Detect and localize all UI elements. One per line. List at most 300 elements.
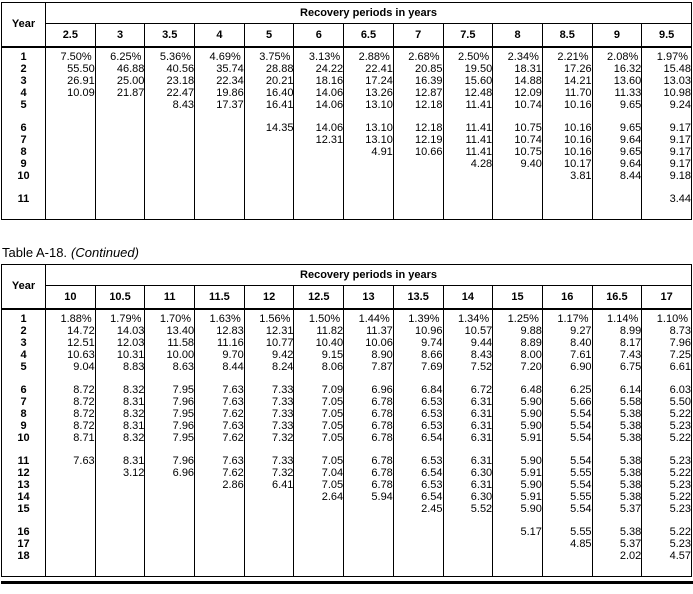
value-cell (195, 503, 245, 515)
value-cell (46, 491, 96, 503)
value-cell: 9.15 (294, 349, 344, 361)
value-cell: 7.61 (542, 349, 592, 361)
year-cell: 5 (20, 98, 27, 111)
value-cell: 9.40 (493, 158, 543, 170)
value-cell: 9.65 (592, 122, 642, 134)
year-cell: 14 (17, 490, 30, 503)
year-cell: 16 (17, 525, 30, 538)
table-row (2, 479, 692, 491)
value-cell (344, 526, 394, 538)
value-cell: 3.44 (642, 193, 692, 205)
table-header (2, 265, 692, 309)
spacer-cell (493, 562, 543, 577)
value-cell: 5.23 (642, 479, 692, 491)
spacer-row (2, 444, 692, 455)
value-cell: 10.63 (46, 349, 96, 361)
spacer-cell (145, 515, 195, 526)
value-cell (244, 193, 294, 205)
year-cell: 15 (17, 502, 30, 515)
value-cell (46, 538, 96, 550)
value-cell: 5.55 (542, 491, 592, 503)
period-column-header: 8.5 (542, 24, 592, 47)
value-cell: 6.96 (145, 467, 195, 479)
spacer-cell (344, 111, 394, 122)
value-cell: 16.39 (393, 75, 443, 87)
value-cell: 15.60 (443, 75, 493, 87)
year-cell: 10 (17, 169, 30, 182)
spacer-cell (244, 205, 294, 220)
value-cell: 5.37 (592, 503, 642, 515)
value-cell: 2.88% (344, 51, 394, 63)
value-cell: 6.25% (95, 51, 145, 63)
spacer-cell (642, 562, 692, 577)
value-cell (195, 193, 245, 205)
period-column-header: 9 (592, 24, 642, 47)
spacer-row (2, 373, 692, 384)
value-cell: 1.34% (443, 313, 493, 325)
value-cell: 5.38 (592, 491, 642, 503)
value-cell: 9.24 (642, 99, 692, 111)
spacer-cell (344, 205, 394, 220)
table-row (2, 396, 692, 408)
table-title-prefix: Table A-18. (2, 245, 68, 260)
value-cell: 2.64 (294, 491, 344, 503)
period-column-header: 11.5 (195, 286, 245, 309)
value-cell: 3.13% (294, 51, 344, 63)
value-cell: 7.52 (443, 361, 493, 373)
table-row (2, 467, 692, 479)
value-cell: 12.31 (244, 325, 294, 337)
spacer-cell (443, 562, 493, 577)
value-cell: 7.05 (294, 408, 344, 420)
value-cell: 40.56 (145, 63, 195, 75)
spacer-cell (592, 562, 642, 577)
value-cell: 10.09 (46, 87, 96, 99)
spacer-cell (95, 562, 145, 577)
value-cell: 7.69 (393, 361, 443, 373)
spacer-cell (244, 562, 294, 577)
value-cell: 7.62 (195, 467, 245, 479)
value-cell: 5.66 (542, 396, 592, 408)
value-cell: 12.87 (393, 87, 443, 99)
spacer-cell (2, 205, 46, 220)
spacer-cell (443, 373, 493, 384)
period-column-header: 12.5 (294, 286, 344, 309)
value-cell: 8.72 (46, 384, 96, 396)
value-cell: 6.53 (393, 455, 443, 467)
value-cell: 20.85 (393, 63, 443, 75)
value-cell: 7.87 (344, 361, 394, 373)
spacer-cell (46, 515, 96, 526)
spacer-cell (493, 515, 543, 526)
table-row (2, 325, 692, 337)
value-cell: 4.28 (443, 158, 493, 170)
value-cell: 12.18 (393, 99, 443, 111)
period-column-header: 3.5 (145, 24, 195, 47)
value-cell (393, 170, 443, 182)
spacer-cell (46, 373, 96, 384)
year-cell: 13 (17, 478, 30, 491)
value-cell: 9.74 (393, 337, 443, 349)
spacer-cell (443, 182, 493, 193)
value-cell (493, 170, 543, 182)
year-cell: 3 (20, 74, 27, 87)
value-cell: 1.25% (493, 313, 543, 325)
value-cell: 1.97% (642, 51, 692, 63)
spacer-row (2, 111, 692, 122)
spacer-cell (46, 562, 96, 577)
value-cell (46, 122, 96, 134)
spacer-cell (493, 373, 543, 384)
spacer-cell (46, 205, 96, 220)
value-cell: 6.78 (344, 396, 394, 408)
value-cell: 12.09 (493, 87, 543, 99)
value-cell: 6.30 (443, 467, 493, 479)
value-cell: 11.41 (443, 122, 493, 134)
value-cell (344, 170, 394, 182)
value-cell: 10.16 (542, 122, 592, 134)
table-row (2, 384, 692, 396)
value-cell: 6.54 (393, 491, 443, 503)
spacer-cell (145, 444, 195, 455)
value-cell: 9.17 (642, 134, 692, 146)
value-cell (95, 479, 145, 491)
spacer-cell (393, 182, 443, 193)
value-cell: 17.37 (195, 99, 245, 111)
period-column-header: 17 (642, 286, 692, 309)
value-cell (244, 538, 294, 550)
value-cell: 9.27 (542, 325, 592, 337)
value-cell (244, 158, 294, 170)
period-column-header: 11 (145, 286, 195, 309)
value-cell (195, 134, 245, 146)
value-cell: 23.18 (145, 75, 195, 87)
year-cell: 1 (20, 312, 27, 325)
value-cell (46, 467, 96, 479)
period-column-header: 8 (493, 24, 543, 47)
value-cell: 6.78 (344, 455, 394, 467)
value-cell (145, 158, 195, 170)
value-cell: 9.17 (642, 146, 692, 158)
value-cell: 1.63% (195, 313, 245, 325)
spacer-cell (2, 444, 46, 455)
value-cell: 6.72 (443, 384, 493, 396)
value-cell: 8.32 (95, 408, 145, 420)
value-cell (95, 538, 145, 550)
value-cell (145, 122, 195, 134)
spacer-cell (95, 515, 145, 526)
table-body (2, 309, 692, 577)
value-cell (46, 170, 96, 182)
value-cell: 11.37 (344, 325, 394, 337)
value-cell: 13.03 (642, 75, 692, 87)
value-cell: 10.31 (95, 349, 145, 361)
value-cell: 55.50 (46, 63, 96, 75)
value-cell: 10.16 (542, 134, 592, 146)
year-cell: 17 (17, 537, 30, 550)
table-row (2, 337, 692, 349)
value-cell: 10.75 (493, 122, 543, 134)
value-cell: 6.78 (344, 408, 394, 420)
value-cell: 35.74 (195, 63, 245, 75)
value-cell: 5.54 (542, 479, 592, 491)
value-cell: 8.17 (592, 337, 642, 349)
value-cell: 14.21 (542, 75, 592, 87)
spacer-cell (95, 182, 145, 193)
value-cell: 5.22 (642, 408, 692, 420)
value-cell: 5.17 (493, 526, 543, 538)
value-cell: 10.98 (642, 87, 692, 99)
value-cell: 2.50% (443, 51, 493, 63)
value-cell: 5.36% (145, 51, 195, 63)
spacer-cell (294, 205, 344, 220)
value-cell: 6.54 (393, 432, 443, 444)
value-cell: 1.88% (46, 313, 96, 325)
spacer-cell (592, 205, 642, 220)
value-cell (95, 122, 145, 134)
value-cell: 20.21 (244, 75, 294, 87)
recovery-periods-header: Recovery periods in years (46, 265, 692, 286)
spacer-cell (443, 444, 493, 455)
value-cell (542, 550, 592, 562)
value-cell: 6.30 (443, 491, 493, 503)
value-cell (46, 503, 96, 515)
spacer-row (2, 182, 692, 193)
year-cell: 4 (20, 86, 27, 99)
period-column-header: 13 (344, 286, 394, 309)
value-cell: 8.31 (95, 396, 145, 408)
value-cell: 18.16 (294, 75, 344, 87)
value-cell (542, 193, 592, 205)
year-cell: 7 (20, 133, 27, 146)
spacer-cell (2, 373, 46, 384)
value-cell (195, 158, 245, 170)
spacer-cell (294, 111, 344, 122)
spacer-cell (195, 444, 245, 455)
value-cell (46, 526, 96, 538)
value-cell: 7.63 (195, 396, 245, 408)
value-cell: 9.70 (195, 349, 245, 361)
year-cell: 12 (17, 466, 30, 479)
value-cell: 8.99 (592, 325, 642, 337)
value-cell: 9.88 (493, 325, 543, 337)
value-cell: 5.54 (542, 408, 592, 420)
spacer-cell (443, 515, 493, 526)
value-cell: 6.14 (592, 384, 642, 396)
value-cell: 6.53 (393, 396, 443, 408)
value-cell: 6.78 (344, 467, 394, 479)
value-cell: 5.55 (542, 467, 592, 479)
spacer-cell (244, 111, 294, 122)
value-cell: 5.23 (642, 420, 692, 432)
value-cell: 5.38 (592, 432, 642, 444)
value-cell: 8.31 (95, 420, 145, 432)
year-cell: 3 (20, 336, 27, 349)
value-cell: 5.50 (642, 396, 692, 408)
table-row (2, 170, 692, 182)
value-cell: 9.04 (46, 361, 96, 373)
value-cell: 9.44 (443, 337, 493, 349)
value-cell: 5.54 (542, 420, 592, 432)
value-cell: 5.90 (493, 479, 543, 491)
spacer-cell (145, 205, 195, 220)
value-cell: 5.58 (592, 396, 642, 408)
value-cell: 5.38 (592, 455, 642, 467)
value-cell: 11.16 (195, 337, 245, 349)
value-cell: 5.91 (493, 467, 543, 479)
value-cell (195, 122, 245, 134)
year-cell: 9 (20, 157, 27, 170)
table-row (2, 408, 692, 420)
value-cell: 22.34 (195, 75, 245, 87)
spacer-cell (642, 373, 692, 384)
value-cell: 9.65 (592, 99, 642, 111)
value-cell: 7.96 (642, 337, 692, 349)
value-cell: 5.22 (642, 467, 692, 479)
value-cell: 2.34% (493, 51, 543, 63)
value-cell: 46.88 (95, 63, 145, 75)
value-cell: 8.43 (145, 99, 195, 111)
value-cell: 6.31 (443, 455, 493, 467)
spacer-cell (294, 373, 344, 384)
period-column-header: 7 (393, 24, 443, 47)
spacer-cell (592, 111, 642, 122)
value-cell (294, 526, 344, 538)
value-cell (46, 99, 96, 111)
table-row (2, 526, 692, 538)
value-cell (95, 99, 145, 111)
period-column-header: 12 (244, 286, 294, 309)
header-row-group (2, 265, 692, 286)
value-cell (393, 550, 443, 562)
value-cell: 8.72 (46, 408, 96, 420)
year-column-header: Year (2, 265, 46, 309)
value-cell (195, 550, 245, 562)
spacer-cell (2, 111, 46, 122)
value-cell: 26.91 (46, 75, 96, 87)
spacer-cell (195, 111, 245, 122)
spacer-cell (393, 515, 443, 526)
value-cell: 6.78 (344, 420, 394, 432)
value-cell: 14.06 (294, 99, 344, 111)
value-cell (344, 550, 394, 562)
value-cell: 12.48 (443, 87, 493, 99)
value-cell: 7.05 (294, 479, 344, 491)
spacer-cell (493, 182, 543, 193)
table-title-continued-label: (Continued) (71, 245, 139, 260)
value-cell: 5.54 (542, 503, 592, 515)
table-row (2, 503, 692, 515)
spacer-cell (2, 562, 46, 577)
value-cell: 5.38 (592, 408, 642, 420)
table-row (2, 313, 692, 325)
value-cell: 5.90 (493, 420, 543, 432)
table-row (2, 51, 692, 63)
value-cell: 7.63 (46, 455, 96, 467)
spacer-cell (642, 111, 692, 122)
value-cell: 10.40 (294, 337, 344, 349)
value-cell: 5.55 (542, 526, 592, 538)
value-cell: 13.10 (344, 99, 394, 111)
value-cell: 28.88 (244, 63, 294, 75)
value-cell: 6.31 (443, 432, 493, 444)
spacer-row (2, 205, 692, 220)
value-cell: 6.31 (443, 396, 493, 408)
table-row (2, 87, 692, 99)
value-cell: 2.68% (393, 51, 443, 63)
spacer-cell (393, 373, 443, 384)
value-cell: 22.47 (145, 87, 195, 99)
spacer-cell (542, 373, 592, 384)
spacer-cell (145, 562, 195, 577)
period-column-header: 6.5 (344, 24, 394, 47)
value-cell: 10.77 (244, 337, 294, 349)
spacer-cell (592, 444, 642, 455)
value-cell: 7.43 (592, 349, 642, 361)
table-row (2, 158, 692, 170)
value-cell (294, 158, 344, 170)
table-row (2, 146, 692, 158)
value-cell: 8.71 (46, 432, 96, 444)
value-cell: 2.21% (542, 51, 592, 63)
spacer-cell (294, 562, 344, 577)
spacer-cell (244, 182, 294, 193)
spacer-cell (195, 515, 245, 526)
value-cell (493, 550, 543, 562)
value-cell: 8.00 (493, 349, 543, 361)
value-cell (195, 491, 245, 503)
value-cell (393, 193, 443, 205)
value-cell: 10.96 (393, 325, 443, 337)
value-cell: 6.84 (393, 384, 443, 396)
value-cell: 12.18 (393, 122, 443, 134)
value-cell: 11.70 (542, 87, 592, 99)
value-cell (95, 170, 145, 182)
value-cell (592, 193, 642, 205)
value-cell: 7.04 (294, 467, 344, 479)
spacer-cell (592, 182, 642, 193)
value-cell: 1.79% (95, 313, 145, 325)
spacer-cell (642, 182, 692, 193)
spacer-cell (294, 515, 344, 526)
value-cell: 7.05 (294, 420, 344, 432)
value-cell (344, 538, 394, 550)
value-cell (344, 503, 394, 515)
value-cell (95, 550, 145, 562)
value-cell (294, 170, 344, 182)
value-cell (443, 550, 493, 562)
value-cell: 8.40 (542, 337, 592, 349)
spacer-cell (95, 444, 145, 455)
value-cell: 8.66 (393, 349, 443, 361)
value-cell: 17.26 (542, 63, 592, 75)
period-column-header: 9.5 (642, 24, 692, 47)
table-row (2, 550, 692, 562)
value-cell: 5.94 (344, 491, 394, 503)
table-row (2, 432, 692, 444)
spacer-cell (443, 205, 493, 220)
value-cell: 5.91 (493, 432, 543, 444)
value-cell: 11.33 (592, 87, 642, 99)
spacer-cell (592, 515, 642, 526)
year-cell: 7 (20, 395, 27, 408)
value-cell: 8.73 (642, 325, 692, 337)
value-cell (95, 158, 145, 170)
value-cell (244, 134, 294, 146)
value-cell: 7.33 (244, 455, 294, 467)
spacer-cell (145, 373, 195, 384)
table-row (2, 134, 692, 146)
